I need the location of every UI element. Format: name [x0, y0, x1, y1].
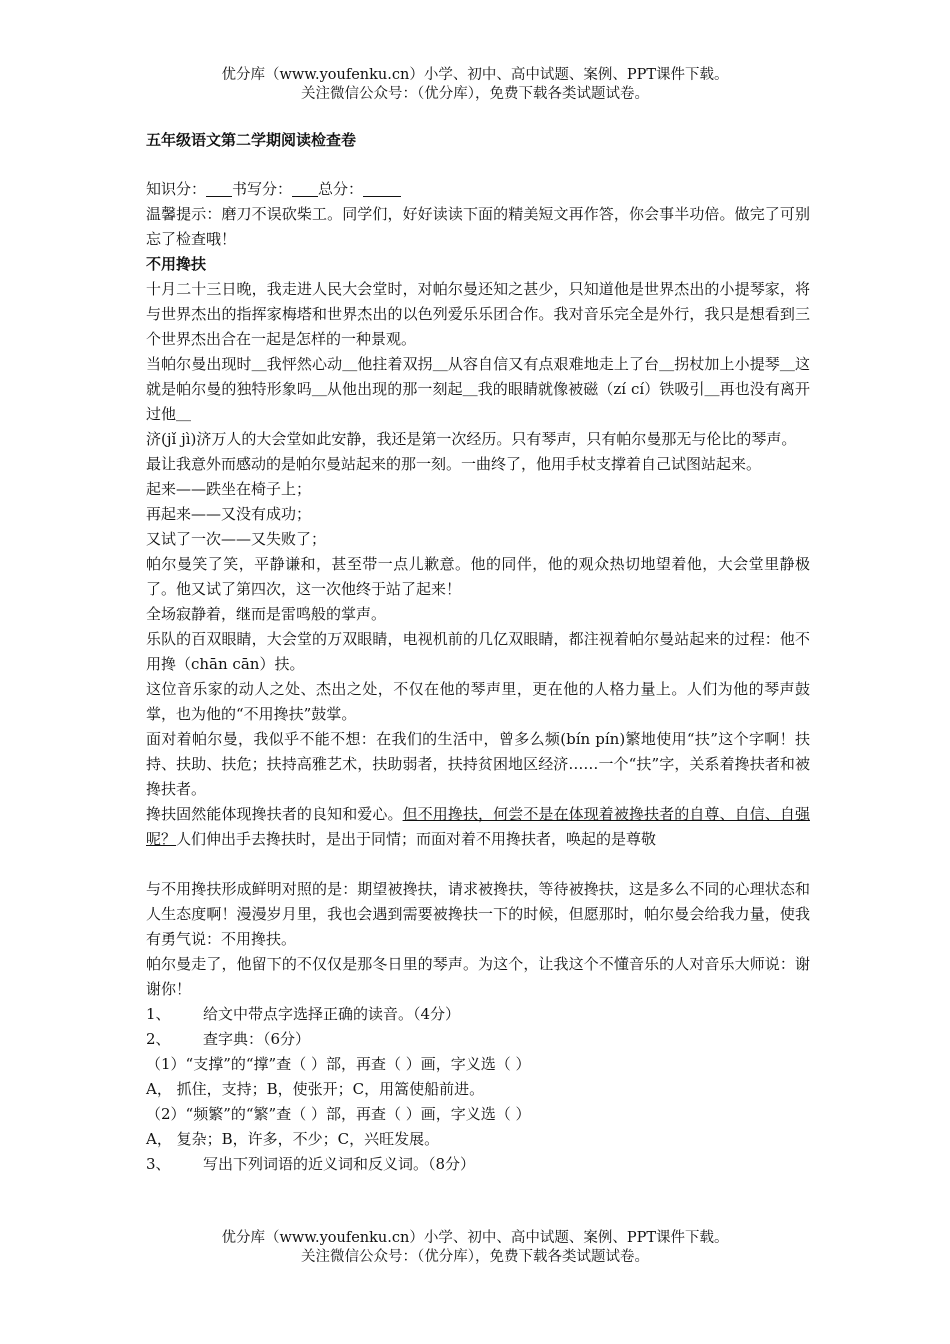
question-2-part-2-options: A， 复杂；B，许多，不少；C，兴旺发展。	[146, 1130, 440, 1148]
article-title: 不用搀扶	[146, 255, 207, 273]
header-line-1: 优分库（www.youfenku.cn）小学、初中、高中试题、案例、PPT课件下载。	[221, 67, 729, 83]
paragraph-13-end: 人们伸出手去搀扶时，是出于同情；而面对着不用搀扶者，唤起的是尊敬	[176, 830, 657, 848]
page-header	[0, 66, 950, 104]
question-1-number: 1、	[146, 1005, 171, 1023]
page-footer	[0, 1229, 950, 1267]
writing-score-label: 书写分：	[232, 180, 293, 198]
question-1-text: 给文中带点字选择正确的读音。（4分）	[203, 1005, 461, 1023]
writing-score-blank[interactable]	[292, 180, 318, 197]
paragraph-5: 起来——跌坐在椅子上；	[146, 480, 312, 498]
paragraph-13-start: 搀扶固然能体现搀扶者的良知和爱心。	[146, 805, 403, 823]
question-1	[146, 1002, 810, 1027]
question-2-number: 2、	[146, 1030, 171, 1048]
question-3	[146, 1152, 810, 1177]
paragraph-11: 这位音乐家的动人之处、杰出之处，不仅在他的琴声里，更在他的人格力量上。人们为他的琴声鼓掌，也为他的“不用搀扶”鼓掌。	[146, 680, 810, 723]
question-3-number: 3、	[146, 1155, 171, 1173]
question-2	[146, 1027, 810, 1052]
document-body	[146, 128, 810, 1177]
paragraph-2: 当帕尔曼出现时＿我怦然心动＿他拄着双拐＿从容自信又有点艰难地走上了台＿拐杖加上小提琴＿这就是帕尔曼的独特形象吗＿从他出现的那一刻起＿我的眼睛就像被磁（zí cí）铁吸引＿再也没有离开过他＿	[146, 355, 810, 423]
paragraph-4: 最让我意外而感动的是帕尔曼站起来的那一刻。一曲终了，他用手杖支撑着自己试图站起来。	[146, 455, 762, 473]
question-2-part-1: （1）“支撑”的“撑”查（ ）部，再查（ ）画，字义选（ ）	[146, 1055, 531, 1073]
question-3-text: 写出下列词语的近义词和反义词。（8分）	[203, 1155, 476, 1173]
footer-line-1: 优分库（www.youfenku.cn）小学、初中、高中试题、案例、PPT课件下载。	[221, 1230, 729, 1246]
paragraph-10: 乐队的百双眼睛，大会堂的万双眼睛，电视机前的几亿双眼睛，都注视着帕尔曼站起来的过程：他不用搀（chān cān）扶。	[146, 630, 810, 673]
paragraph-7: 又试了一次——又失败了；	[146, 530, 327, 548]
footer-line-2: 关注微信公众号：（优分库），免费下载各类试题试卷。	[301, 1249, 649, 1265]
header-line-2: 关注微信公众号：（优分库），免费下载各类试题试卷。	[301, 86, 649, 102]
knowledge-score-label: 知识分：	[146, 180, 207, 198]
question-2-part-2: （2）“频繁”的“繁”查（ ）部，再查（ ）画，字义选（ ）	[146, 1105, 531, 1123]
total-score-blank[interactable]	[363, 180, 401, 197]
underlined-sentence: 但不用搀扶，何尝不是在体现着被搀扶者的自尊、自信、自强呢？	[146, 805, 810, 848]
knowledge-score-blank[interactable]	[206, 180, 232, 197]
question-2-part-1-options: A， 抓住，支持；B，使张开；C，用篙使船前进。	[146, 1080, 485, 1098]
blank-gap	[146, 852, 810, 877]
paragraph-14: 与不用搀扶形成鲜明对照的是：期望被搀扶，请求被搀扶，等待被搀扶，这是多么不同的心理状态和人生态度啊！漫漫岁月里，我也会遇到需要被搀扶一下的时候，但愿那时，帕尔曼会给我力量，使我有勇气说：不用搀扶。	[146, 880, 810, 948]
score-line	[146, 177, 810, 202]
paragraph-3: 济(jǐ jì)济万人的大会堂如此安静，我还是第一次经历。只有琴声，只有帕尔曼那无与伦比的琴声。	[146, 430, 797, 448]
page-title: 五年级语文第二学期阅读检查卷	[146, 131, 357, 149]
paragraph-1: 十月二十三日晚，我走进人民大会堂时，对帕尔曼还知之甚少，只知道他是世界杰出的小提琴家，将与世界杰出的指挥家梅塔和世界杰出的以色列爱乐乐团合作。我对音乐完全是外行，我只是想看到三个世界杰出合在一起是怎样的一种景观。	[146, 280, 810, 348]
tip-paragraph: 温馨提示：磨刀不误砍柴工。同学们，好好读读下面的精美短文再作答，你会事半功倍。做完了可别忘了检查哦！	[146, 205, 810, 248]
paragraph-6: 再起来——又没有成功；	[146, 505, 312, 523]
paragraph-12: 面对着帕尔曼，我似乎不能不想：在我们的生活中，曾多么频(bín pín)繁地使用“扶”这个字啊！扶持、扶助、扶危；扶持高雅艺术，扶助弱者，扶持贫困地区经济……一个“扶”字，关系着搀扶者和被搀扶者。	[146, 730, 810, 798]
paragraph-15: 帕尔曼走了，他留下的不仅仅是那冬日里的琴声。为这个，让我这个不懂音乐的人对音乐大师说：谢谢你！	[146, 955, 810, 998]
paragraph-8: 帕尔曼笑了笑，平静谦和，甚至带一点儿歉意。他的同伴，他的观众热切地望着他，大会堂里静极了。他又试了第四次，这一次他终于站了起来！	[146, 555, 810, 598]
paragraph-13	[146, 802, 810, 852]
paragraph-9: 全场寂静着，继而是雷鸣般的掌声。	[146, 605, 387, 623]
question-2-text: 查字典：（6分）	[203, 1030, 311, 1048]
total-score-label: 总分：	[318, 180, 364, 198]
